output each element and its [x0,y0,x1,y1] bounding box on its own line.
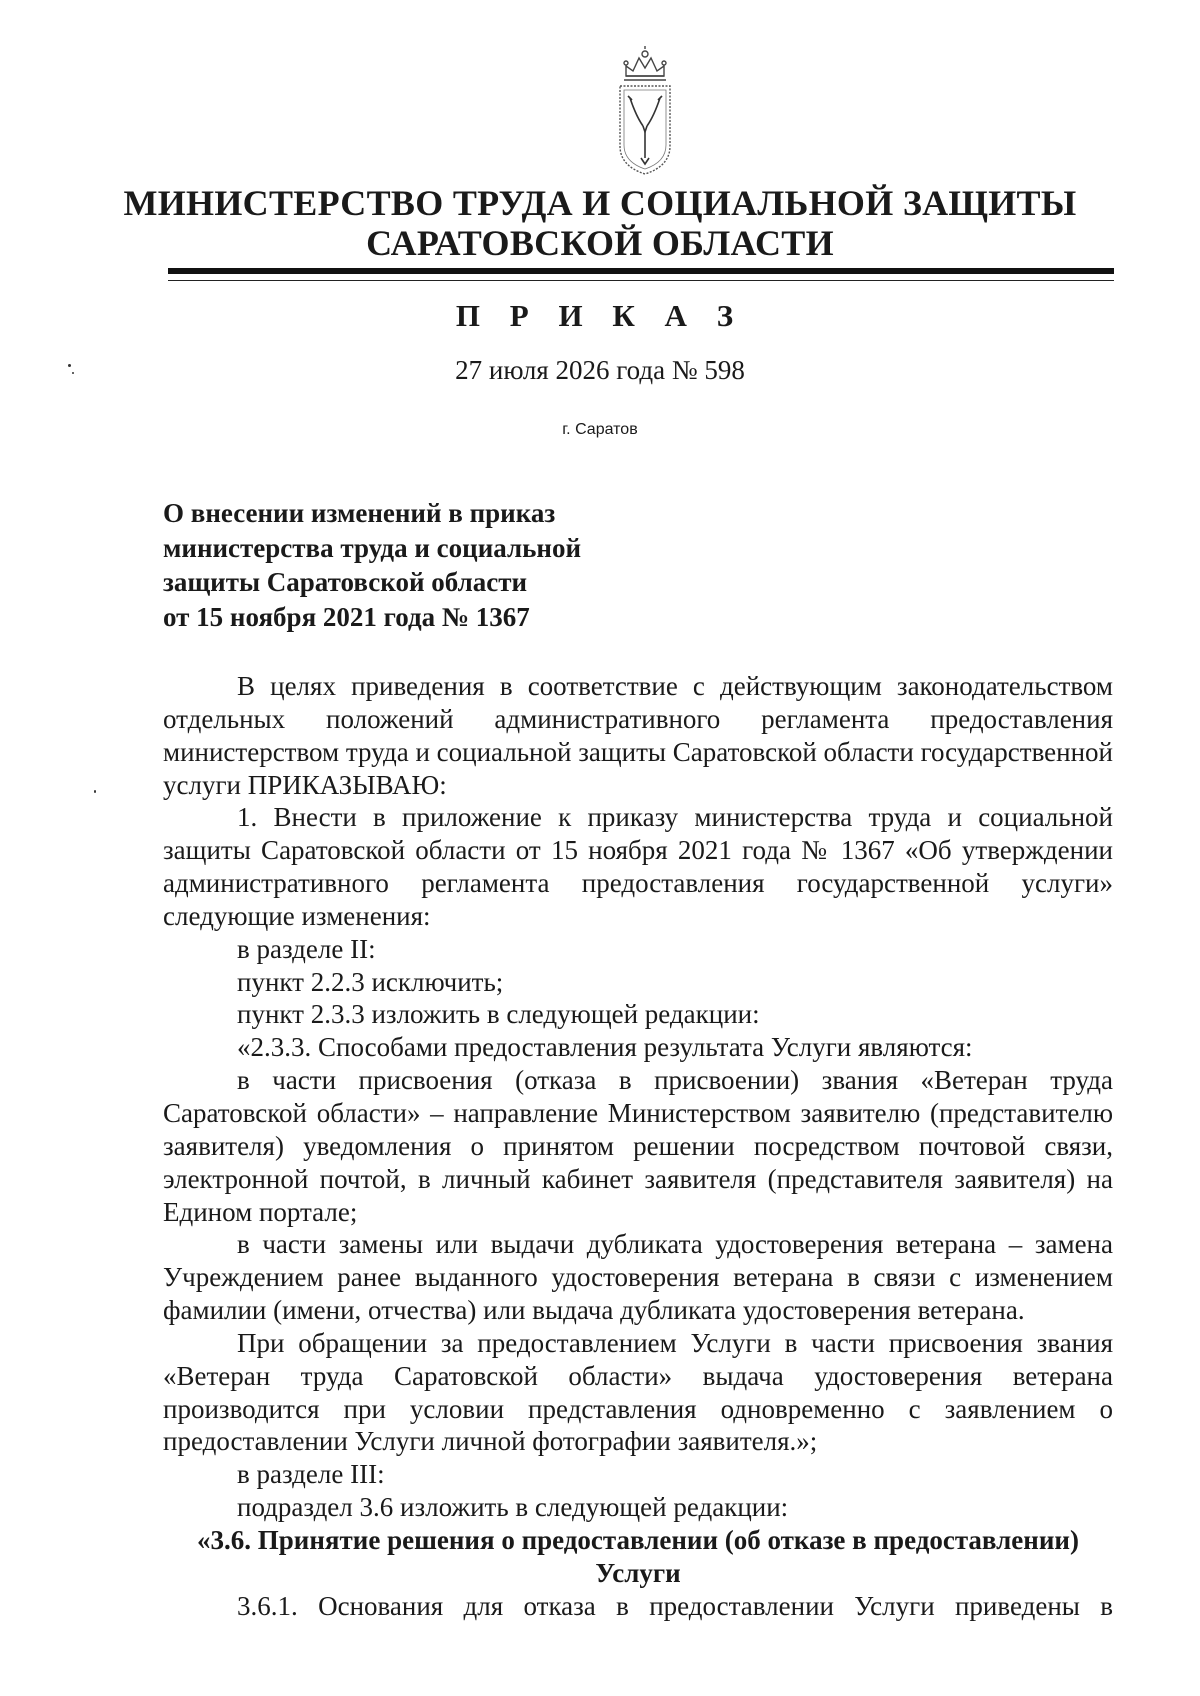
body-paragraph: в части присвоения (отказа в присвоении) звания «Ветеран труда Саратовской области» – направление Министерством заявителю (представителю заявителя) уведомления о принятом решении посредством почтовой связи, электронной почтой, в личный кабинет заявителя (представителя заявителя) на Едином портале; [163,1065,1113,1227]
body-paragraph: в части замены или выдачи дубликата удостоверения ветерана – замена Учреждением ранее выданного удостоверения ветерана в связи с изменением фамилии (имени, отчества) или выдача дубликата удостоверения ветерана. [163,1229,1113,1326]
body-paragraph: В целях приведения в соответствие с действующим законодательством отдельных положений административного регламента предоставления министерством труда и социальной защиты Саратовской области государственной услуги ПРИКАЗЫВАЮ: [163,671,1113,800]
scan-speck [72,372,74,374]
body-paragraph: 3.6.1. Основания для отказа в предоставлении Услуги приведены в [237,1590,1113,1621]
subject-line: защиты Саратовской области [163,567,528,597]
saratov-coat-of-arms-icon [612,46,678,176]
body-paragraph: При обращении за предоставлением Услуги в части присвоения звания «Ветеран труда Саратовской области» выдача удостоверения ветерана производится при условии представления одновременно с заявлением о предоставлении Услуги личной фотографии заявителя.»; [163,1327,1113,1457]
body-paragraph: «2.3.3. Способами предоставления результата Услуги являются: [237,1032,973,1063]
body-paragraph: подраздел 3.6 изложить в следующей редакции: [237,1492,789,1523]
body-paragraph: пункт 2.2.3 исключить; [237,966,504,997]
section-heading: «3.6. Принятие решения о предоставлении (об отказе в предоставлении) Услуги [197,1524,1079,1588]
header-divider-thin [168,280,1114,281]
body-paragraph: в разделе II: [237,933,376,964]
scan-speck [68,364,71,367]
body-paragraph: в разделе III: [237,1459,385,1490]
subject-line: министерства труда и социальной [163,532,582,563]
order-body [163,670,1113,1622]
issue-city: г. Саратов [562,421,638,438]
document-type-title: П Р И К А З [455,298,745,333]
order-date-number: 27 июля 2026 года № 598 [455,355,745,385]
subject-line: О внесении изменений в приказ [163,498,556,528]
ministry-name-line1: МИНИСТЕРСТВО ТРУДА И СОЦИАЛЬНОЙ ЗАЩИТЫ [123,183,1077,223]
order-subject [163,496,763,634]
ministry-name-line2: САРАТОВСКОЙ ОБЛАСТИ [366,223,834,263]
subject-line: от 15 ноября 2021 года № 1367 [163,601,530,632]
header-divider-thick [168,268,1114,274]
body-paragraph: пункт 2.3.3 изложить в следующей редакции: [237,999,760,1030]
body-paragraph: 1. Внести в приложение к приказу министерства труда и социальной защиты Саратовской области от 15 ноября 2021 года № 1367 «Об утверждении административного регламента предоставления государственной услуги» следующие изменения: [163,802,1113,931]
scan-speck [94,790,96,793]
